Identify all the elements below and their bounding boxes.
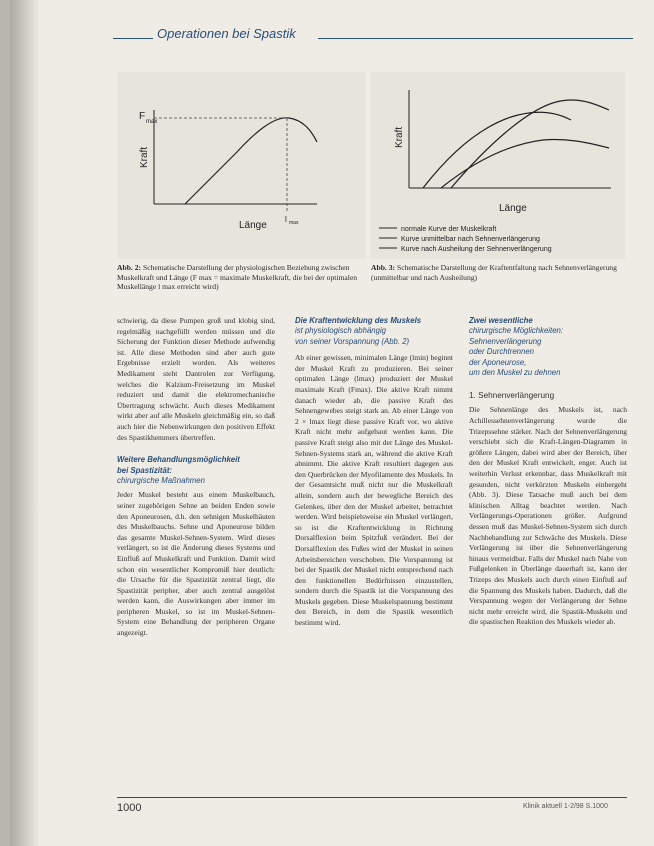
normal-curve <box>423 112 571 188</box>
subheading-line: Weitere Behandlungsmöglichkeit <box>117 455 240 465</box>
header-rule-left <box>113 38 153 39</box>
subheading-line: Sehnenverlängerung <box>469 336 542 346</box>
subheading-line: chirurgische Möglichkeiten: <box>469 326 564 336</box>
legend-item-2: Kurve unmittelbar nach Sehnenverlängerung <box>401 236 540 243</box>
caption2-label: Abb. 3: <box>371 263 396 272</box>
subheading-line: Die Kraftentwicklung des Muskels <box>295 316 422 325</box>
subheading-line: um den Muskel zu dehnen <box>469 368 561 378</box>
column-right <box>469 316 627 628</box>
figure1-svg <box>117 72 365 259</box>
figure-force-length <box>117 72 365 259</box>
journal-reference: Klinik aktuell 1-2/98 S.1000 <box>523 803 608 810</box>
header-rule-right <box>318 38 633 39</box>
paragraph: Ab einer gewissen, minimalen Länge (lmin) beginnt der Muskel Kraft zu produzieren. Bei seiner optimalen Länge (lmax) produziert der Muskel maximale Kraft (Fmax). Die aktive Kraft nimmt danach wieder ab, die passive Kraft des Sehnengewebes steigt stark an. Ab einer Länge von 2 × lmax liegt diese passive Kraft vor, wo aktive Kraft nicht mehr aufgebaut werden kann. Die passive Kraft steigt also mit der Länge des Muskel-Sehnen-Systems stark an, während die aktive Kraft abnimmt. Die aktive Kraft resultiert dagegen aus den Querbrücken der Myofilamente des Muskels. In der Gesamtsicht muß nicht nur die Muskelkraft allein, sondern auch der bewegliche Bereich des Gelenkes, über den der Muskel arbeitet, betrachtet werden. Wird beispielsweise ein Muskel verlängert, so ist die Kraftentwicklung in Richtung Dorsalflexion beim Spitzfuß verändert. Bei der Dorsalflexion des Fußes wird der Muskel in seinen Arbeitsbereichen verschoben. Die Vorspannung ist bei der Spastik der Muskel nicht entsprechend nach den funktionellen Bedürfnissen einzustellen, sondern durch die Spastik ist die Vorspannung des Muskels gegeben. Diese Muskelspannung bestimmt den Bereich, in dem die Spastik wesentlich bestimmt wird. <box>295 353 453 628</box>
y-axis-label: Kraft <box>394 126 405 148</box>
footer-rule <box>117 797 627 798</box>
subheading <box>117 455 275 486</box>
subheading-line: Zwei wesentliche <box>469 316 533 325</box>
page-number: 1000 <box>117 802 142 814</box>
legend-item-3: Kurve nach Ausheilung der Sehnenverlängerung <box>401 246 552 253</box>
header-title: Operationen bei Spastik <box>157 26 296 41</box>
lmax-sub: max <box>289 220 299 226</box>
fmax-label: F <box>139 111 146 122</box>
caption1-text: Schematische Darstellung der physiologischen Beziehung zwischen Muskelkraft und Länge (F max = maximale Muskelkraft, die bei der optimalen Muskellänge l max erreicht wird) <box>117 263 358 291</box>
legend-item-1: normale Kurve der Muskelkraft <box>401 226 497 233</box>
figure1-caption <box>117 263 365 292</box>
subheading-line: ist physiologisch abhängig <box>295 326 387 336</box>
x-axis-label: Länge <box>499 203 527 214</box>
figure2-caption <box>371 263 625 282</box>
x-axis-label: Länge <box>239 220 267 231</box>
column-middle <box>295 316 453 629</box>
subheading <box>295 316 453 347</box>
binding-shadow <box>10 0 40 846</box>
y-axis-label: Kraft <box>139 146 150 168</box>
curve-after-healing <box>441 139 609 188</box>
subheading <box>469 316 627 378</box>
paragraph: schwierig, da diese Pumpen groß und klobig sind, regelmäßig nachgefüllt werden müssen und die Sicherung der Funktion dieser Methode aufwendig ist. Alle diese Methoden sind aber auch gute Ergebnisse erzielt worden. Als weiteres Medikament steht Dantrolen zur Verfügung, welches die Kalzium-Freisetzung im Muskel reduziert und damit die elektromechanische Übertragung schwächt. Auch dieses Medikament wirkt aber auf alle Muskeln gleichmäßig ein, so daß auch hier die Nebenwirkungen den positiven Effekt des Spastikhemmers übertreffen. <box>117 316 275 442</box>
figure-tendon-lengthening <box>371 72 625 259</box>
caption2-text: Schematische Darstellung der Kraftentfaltung nach Sehnenverlängerung (unmittelbar und nach Ausheilung) <box>371 263 617 282</box>
subheading-line: bei Spastizität: <box>117 465 173 475</box>
force-curve <box>185 118 317 204</box>
column-left <box>117 316 275 639</box>
page <box>10 0 654 846</box>
subheading-line: der Aponeurose, <box>469 357 527 367</box>
fmax-sub: max <box>146 119 158 125</box>
paragraph: Die Sehnenlänge des Muskels ist, nach Achillessehnenverlängerung wurde die Trizepssehne stärker. Nach der Sehnenverlängerung verschiebt sich die Kraft-Längen-Diagramm in größere Längen, dabei wird aber der Bereich, über den der Muskel Kraft entwickelt, enger. Auch ist weiterhin Verlust erkennbar, dass Muskelkraft mit gesunden, nicht verkürzten Muskeln einhergeht (Abb. 3). Diese Tatsache muß auch bei dem klinischen Alltag beachtet werden. Nach Verlängerungs-Operationen größer. Aufgrund dessen muß das Muskel-Sehnen-System sich durch Nachbehandlung zur Schwäche des Muskels. Diese Verlängerung ist über die Sehnenverlängerung hinaus vermeidbar. Falls der Muskel nach Nahe von Fußgelenken in Überlänge dauerhaft ist, kann der Trizeps des Muskels auch durch einen Einfluß auf die Spannung des Muskels haben. Dadurch, daß die Verspannung wegen der Verlängerung der Sehne nicht mehr erreicht wird, die Spastik-Muskeln und die spastischen Reaktion des Muskels wieder ab. <box>469 405 627 627</box>
subheading-line: oder Durchtrennen <box>469 347 535 357</box>
running-header <box>113 22 633 42</box>
section-title: 1. Sehnenverlängerung <box>469 391 555 401</box>
paragraph: Jeder Muskel besteht aus einem Muskelbauch, seiner zugehörigen Sehne an beiden Enden sowie den Aponeurosen, d.h. den sehnigen Muskelhäuten des Muskelbauchs. Sehne und Aponeurose bilden das gesamte Muskel-Sehnen-System. Wird dieses verlängert, so ist die Änderung dieses Systems und Einfluß auf Muskelkraft und Funktion. Damit wird schon ein wesentlicher Kompromiß hier deutlich: die Ursache für die Spastizität zentral liegt, die Spastizität peripher, aber auch zentral ausgelöst werden kann, die Auswirkungen aber immer im peripheren Muskel, so ist im Muskel-Sehnen-System eine Behandlung der peripheren Organe angezeigt. <box>117 490 275 638</box>
subheading-line: chirurgische Maßnahmen <box>117 475 205 485</box>
caption1-label: Abb. 2: <box>117 263 142 272</box>
figure2-svg <box>371 72 625 259</box>
lmax-label: l <box>285 215 287 224</box>
subheading-line: von seiner Vorspannung (Abb. 2) <box>295 336 410 346</box>
